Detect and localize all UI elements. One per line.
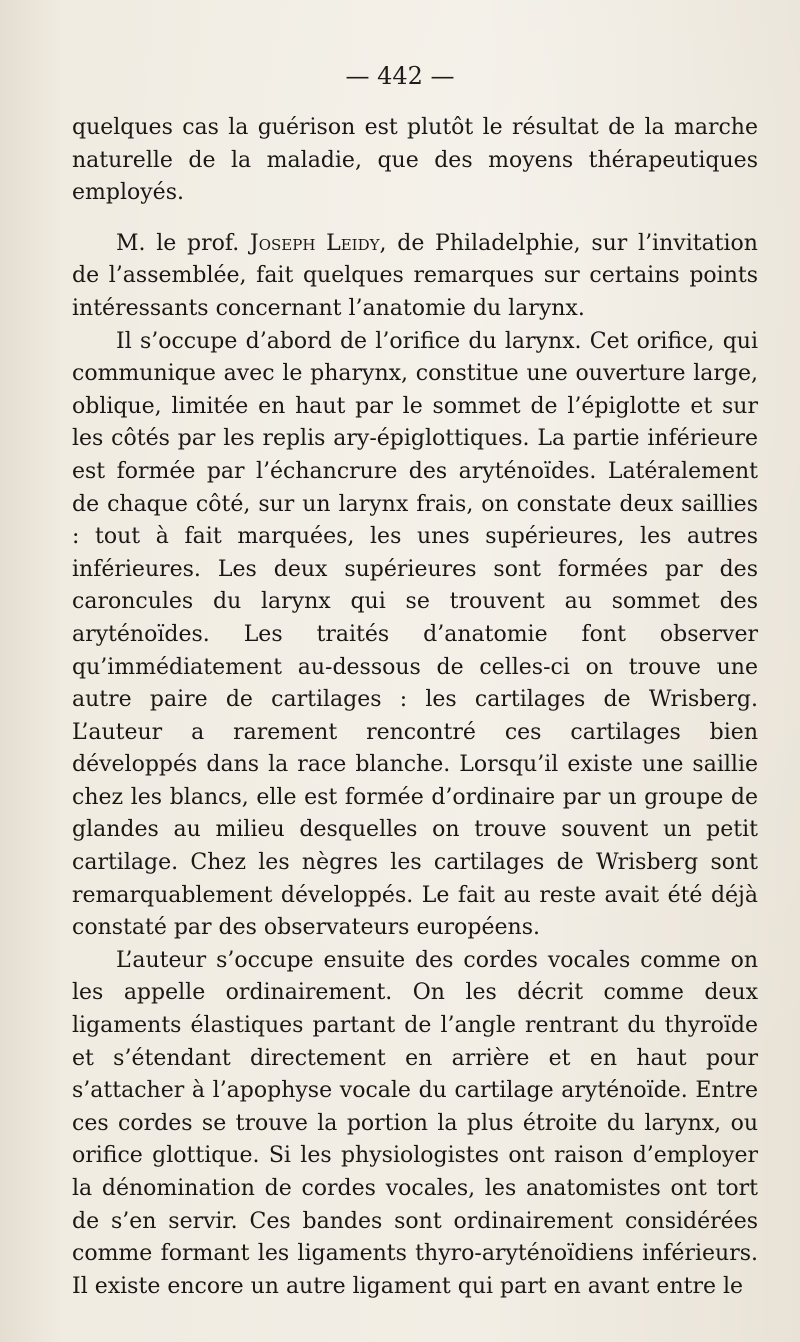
- paragraph-1: quelques cas la guérison est plutôt le résultat de la marche naturelle de la maladie, que des moyens thérapeutiques employés.: [72, 115, 758, 206]
- paragraph-gap: [72, 210, 758, 228]
- paragraph-4: L’auteur s’occupe ensuite des cordes vocales comme on les appelle ordinairement. On les décrit comme deux ligaments élastiques partant de l’angle rentrant du thyroïde et s’étendant directement en arrière et en haut pour s’attacher à l’apophyse vocale du cartilage aryténoïde. Entre ces cordes se trouve la portion la plus étroite du larynx, ou orifice glottique. Si les physiologistes ont raison d’employer la dénomination de cordes vocales, les anatomistes ont tort de s’en servir. Ces bandes sont ordinairement considérées comme formant les ligaments thyro-aryténoïdiens inférieurs. Il existe encore un autre ligament qui part en avant entre le: [72, 947, 758, 1299]
- paragraph-2: [72, 228, 758, 326]
- author-name: Joseph Leidy: [249, 230, 380, 256]
- paragraph-3: Il s’occupe d’abord de l’orifice du larynx. Cet orifice, qui communique avec le pharynx, constitue une ouverture large, oblique, limitée en haut par le sommet de l’épiglotte et sur les côtés par les replis ary-épiglottiques. La partie inférieure est formée par l’échancrure des aryténoïdes. Latéralement de chaque côté, sur un larynx frais, on constate deux saillies : tout à fait marquées, les unes supérieures, les autres inférieures. Les deux supérieures sont formées par des caroncules du larynx qui se trouvent au sommet des aryténoïdes. Les traités d’anatomie font observer qu’immédiatement au-dessous de celles-ci on trouve une autre paire de cartilages : les cartilages de Wrisberg. L’auteur a rarement rencontré ces cartilages bien développés dans la race blanche. Lorsqu’il existe une saillie chez les blancs, elle est formée d’ordinaire par un groupe de glandes au milieu desquelles on trouve souvent un petit cartilage. Chez les nègres les cartilages de Wrisberg sont remarquablement développés. Le fait au reste avait été déjà constaté par des observateurs européens.: [72, 328, 758, 941]
- page-number: — 442 —: [345, 62, 455, 90]
- body-text: [72, 112, 758, 1303]
- paragraph-2-text: , de Philadelphie, sur l’invitation de l’assemblée, fait quelques remarques sur certains points intéressants concernant l’anatomie du larynx.: [72, 230, 758, 321]
- paragraph-2-prefix: M. le prof.: [116, 230, 250, 256]
